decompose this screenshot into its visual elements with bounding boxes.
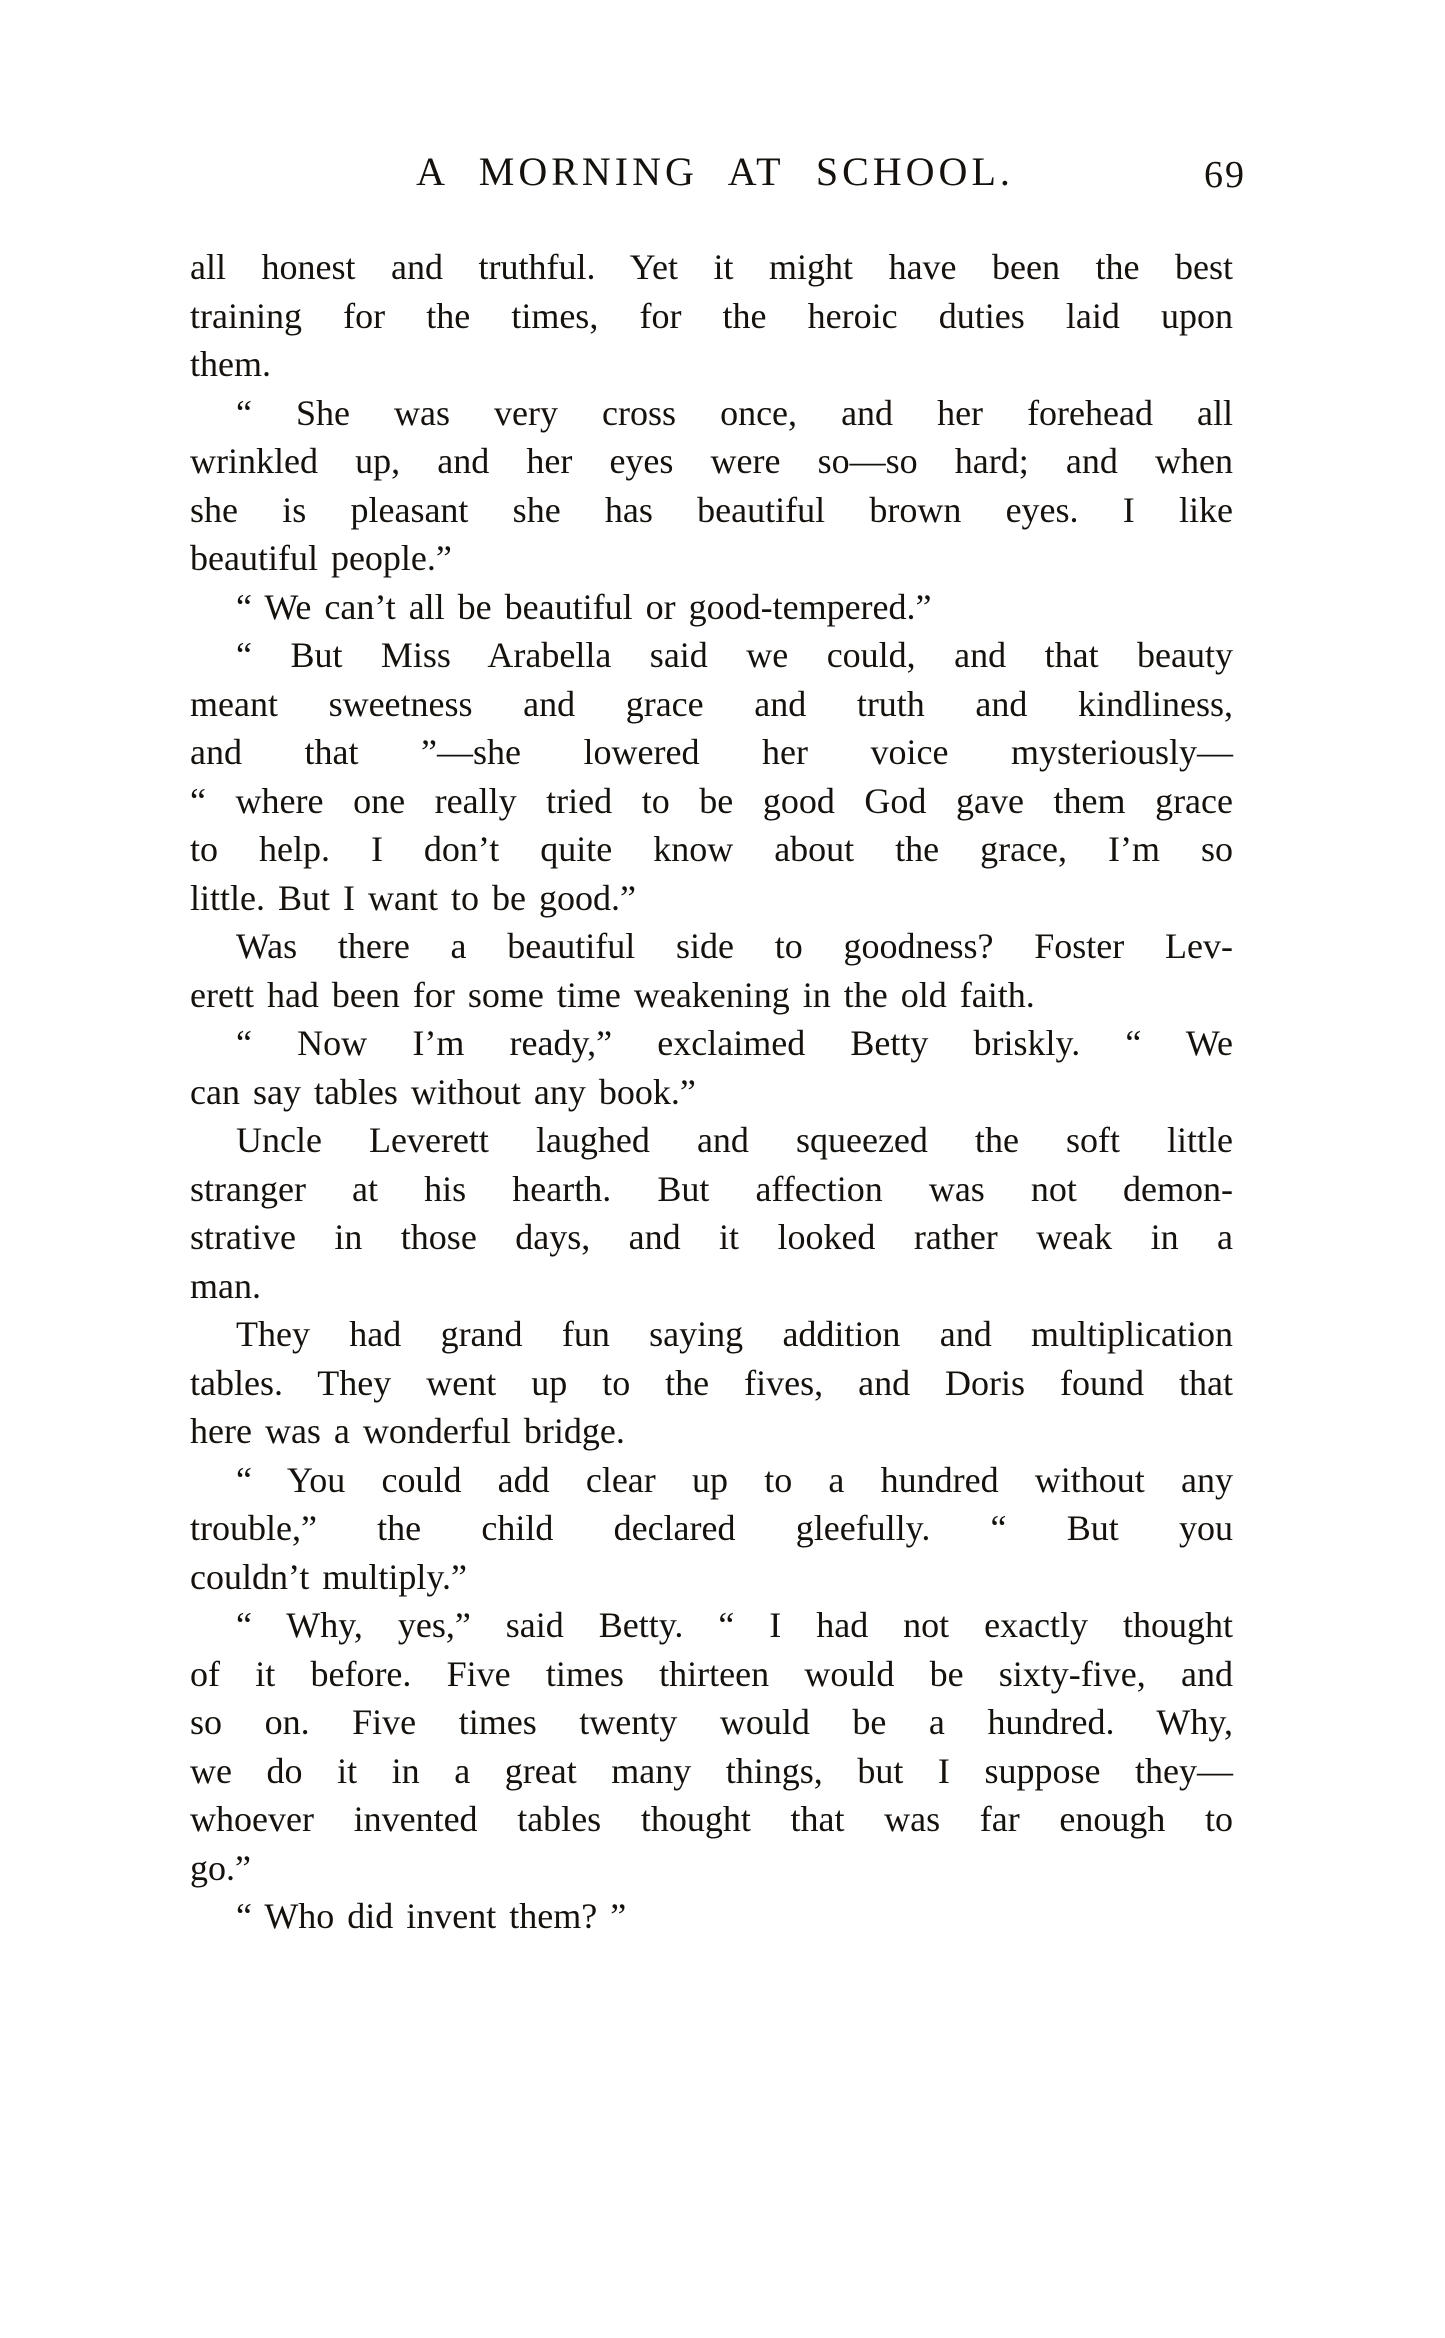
text-line: They had grand fun saying addition and multiplication xyxy=(236,1314,1233,1354)
text-line: all honest and truthful. Yet it might have been the best xyxy=(190,247,1233,287)
text-line: wrinkled up, and her eyes were so—so hard; and when xyxy=(190,441,1233,481)
text-line: “ You could add clear up to a hundred without any xyxy=(236,1459,1233,1500)
body-text-block xyxy=(190,243,1233,1941)
text-line: “ She was very cross once, and her forehead all xyxy=(236,392,1233,433)
text-line: can say tables without any book.” xyxy=(190,1071,696,1112)
text-line: training for the times, for the heroic duties laid upon xyxy=(190,295,1233,336)
page-header xyxy=(190,148,1246,202)
text-line: she is pleasant she has beautiful brown eyes. I like xyxy=(190,489,1233,530)
text-line: them. xyxy=(190,344,271,384)
text-line: tables. They went up to the fives, and Doris found that xyxy=(190,1362,1233,1403)
text-line: strative in those days, and it looked rather weak in a xyxy=(190,1217,1233,1257)
text-line: Uncle Leverett laughed and squeezed the soft little xyxy=(236,1120,1233,1160)
text-line: little. But I want to be good.” xyxy=(190,877,636,918)
text-line: so on. Five times twenty would be a hundred. Why, xyxy=(190,1702,1233,1742)
text-line: couldn’t multiply.” xyxy=(190,1556,467,1597)
text-line: “ But Miss Arabella said we could, and that beauty xyxy=(236,635,1233,675)
text-line: of it before. Five times thirteen would be sixty-five, and xyxy=(190,1653,1233,1694)
text-line: we do it in a great many things, but I suppose they— xyxy=(190,1750,1233,1791)
text-line: to help. I don’t quite know about the grace, I’m so xyxy=(190,829,1233,869)
running-head-title: A MORNING AT SCHOOL. xyxy=(416,149,1014,194)
text-line: Was there a beautiful side to goodness? Foster Lev- xyxy=(236,926,1233,966)
text-line: “ where one really tried to be good God gave them grace xyxy=(190,780,1233,821)
text-line: “ We can’t all be beautiful or good-tempered.” xyxy=(236,586,932,627)
text-line: “ Now I’m ready,” exclaimed Betty briskly. “ We xyxy=(236,1023,1233,1063)
text-line: stranger at his hearth. But affection was not demon- xyxy=(190,1168,1233,1209)
text-line: erett had been for some time weakening in the old faith. xyxy=(190,974,1035,1015)
text-line: man. xyxy=(190,1265,261,1306)
page-number: 69 xyxy=(1204,154,1246,196)
text-line: trouble,” the child declared gleefully. “ But you xyxy=(190,1508,1233,1548)
text-line: “ Who did invent them? ” xyxy=(236,1896,627,1936)
text-line: whoever invented tables thought that was far enough to xyxy=(190,1799,1233,1839)
text-line: here was a wonderful bridge. xyxy=(190,1411,625,1451)
text-line: beautiful people.” xyxy=(190,538,452,578)
text-line: and that ”—she lowered her voice mysteriously— xyxy=(190,732,1233,772)
text-line: go.” xyxy=(190,1847,251,1888)
text-line: meant sweetness and grace and truth and kindliness, xyxy=(190,683,1233,724)
text-line: “ Why, yes,” said Betty. “ I had not exactly thought xyxy=(236,1605,1233,1645)
